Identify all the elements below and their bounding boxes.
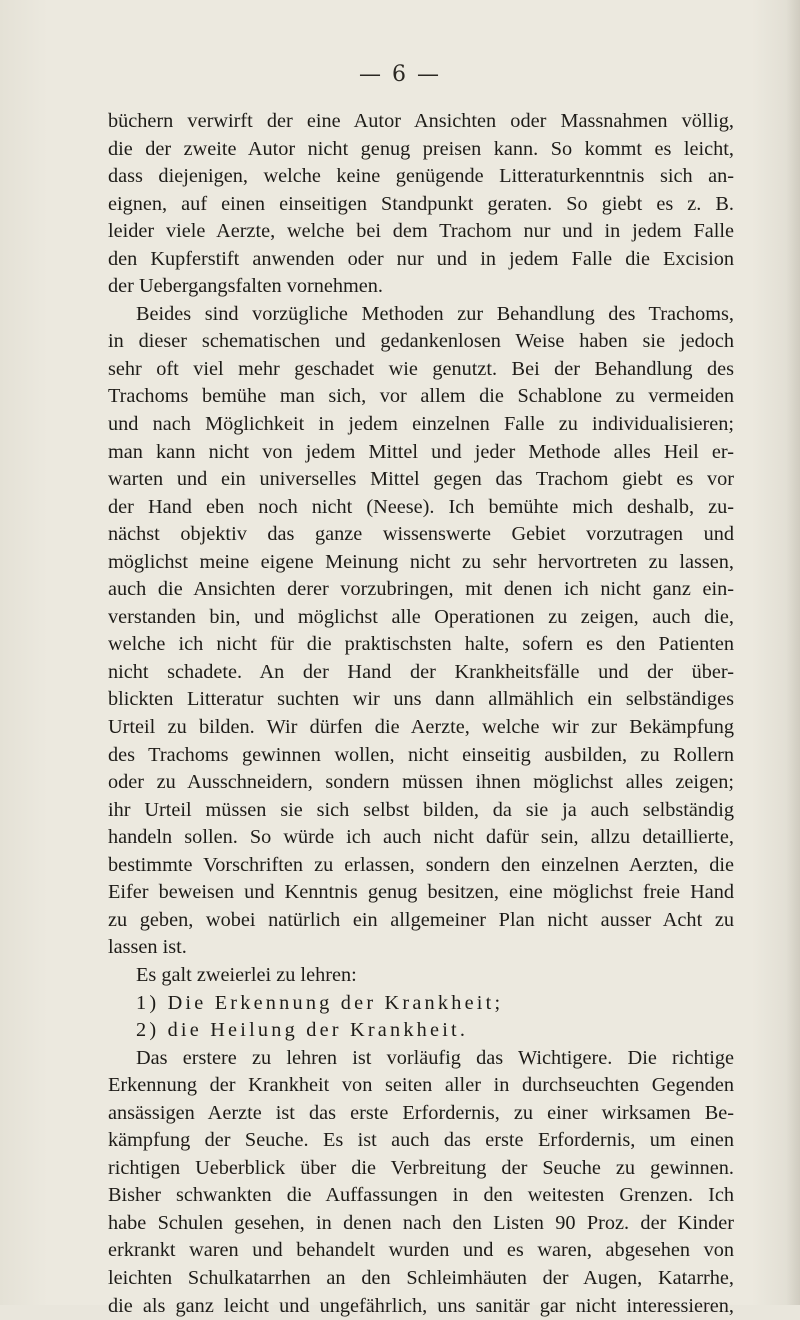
text-line: der Uebergangsfalten vornehmen. [108,275,384,298]
body-text [108,108,734,1320]
text-line: Beides sind vorzügliche Methoden zur Behandlung des Trachoms, [136,302,734,325]
text-line: die der zweite Autor nicht genug preisen kann. So kommt es leicht, [108,137,734,160]
text-line: man kann nicht von jedem Mittel und jeder Methode alles Heil er- [108,440,734,463]
text-line: habe Schulen gesehen, in denen nach den Listen 90 Proz. der Kinder [108,1211,734,1234]
text-line: dass diejenigen, welche keine genügende Litteraturkenntnis sich an- [108,165,734,188]
text-line: welche ich nicht für die praktischsten halte, sofern es den Patienten [108,633,734,656]
text-line: 2) die Heilung der Krankheit. [136,1019,469,1042]
text-line: nächst objektiv das ganze wissenswerte Gebiet vorzutragen und [108,523,734,546]
text-line: zu geben, wobei natürlich ein allgemeiner Plan nicht ausser Acht zu [108,908,734,931]
text-line: und nach Möglichkeit in jedem einzelnen Falle zu individualisieren; [108,413,734,436]
text-line: 1) Die Erkennung der Krankheit; [136,991,504,1014]
text-line: ansässigen Aerzte ist das erste Erfordernis, zu einer wirksamen Be- [108,1101,734,1124]
text-line: die als ganz leicht und ungefährlich, uns sanitär gar nicht interessieren, [108,1294,734,1317]
text-line: Trachoms bemühe man sich, vor allem die Schablone zu vermeiden [108,385,734,408]
text-line: erkrankt waren und behandelt wurden und es waren, abgesehen von [108,1239,734,1262]
text-line: oder zu Ausschneidern, sondern müssen ihnen möglichst alles zeigen; [108,771,734,794]
text-line: leichten Schulkatarrhen an den Schleimhäuten der Augen, Katarrhe, [108,1266,734,1289]
text-line: des Trachoms gewinnen wollen, nicht einseitig ausbilden, zu Rollern [108,743,734,766]
text-line: handeln sollen. So würde ich auch nicht dafür sein, allzu detaillierte, [108,826,734,849]
text-line: Eifer beweisen und Kenntnis genug besitzen, eine möglichst freie Hand [108,881,734,904]
text-line: möglichst meine eigene Meinung nicht zu sehr hervortreten zu lassen, [108,550,734,573]
text-line: leider viele Aerzte, welche bei dem Trachom nur und in jedem Falle [108,220,734,243]
text-line: büchern verwirft der eine Autor Ansichten oder Massnahmen völlig, [108,110,734,132]
text-line: verstanden bin, und möglichst alle Operationen zu zeigen, auch die, [108,605,734,628]
text-line: richtigen Ueberblick über die Verbreitung der Seuche zu gewinnen. [108,1156,734,1179]
text-line: sehr oft viel mehr geschadet wie genutzt. Bei der Behandlung des [108,357,734,380]
text-line: blickten Litteratur suchten wir uns dann allmählich ein selbständiges [108,688,734,711]
text-line: Urteil zu bilden. Wir dürfen die Aerzte, welche wir zur Bekämpfung [108,716,734,739]
text-line: bestimmte Vorschriften zu erlassen, sondern den einzelnen Aerzten, die [108,853,734,876]
text-line: warten und ein universelles Mittel gegen das Trachom giebt es vor [108,468,734,491]
text-line: Erkennung der Krankheit von seiten aller in durchseuchten Gegenden [108,1074,734,1097]
text-line: in dieser schematischen und gedankenlosen Weise haben sie jedoch [108,330,734,353]
text-line: nicht schadete. An der Hand der Krankheitsfälle und der über- [108,660,734,683]
text-line: kämpfung der Seuche. Es ist auch das erste Erfordernis, um einen [108,1129,734,1152]
text-line: der Hand eben noch nicht (Neese). Ich bemühte mich deshalb, zu- [108,495,734,518]
page-edge-shadow [786,0,800,1305]
text-line: eignen, auf einen einseitigen Standpunkt geraten. So giebt es z. B. [108,192,734,215]
text-line: ihr Urteil müssen sie sich selbst bilden, da sie ja auch selbständig [108,798,734,821]
text-line: Bisher schwankten die Auffassungen in den weitesten Grenzen. Ich [108,1184,734,1207]
text-line: Das erstere zu lehren ist vorläufig das Wichtigere. Die richtige [136,1046,734,1069]
text-line: auch die Ansichten derer vorzubringen, mit denen ich nicht ganz ein- [108,578,734,601]
text-line: den Kupferstift anwenden oder nur und in jedem Falle die Excision [108,247,734,270]
text-line: lassen ist. [108,936,187,959]
page-number: — 6 — [359,62,441,87]
text-line: Es galt zweierlei zu lehren: [136,963,357,986]
